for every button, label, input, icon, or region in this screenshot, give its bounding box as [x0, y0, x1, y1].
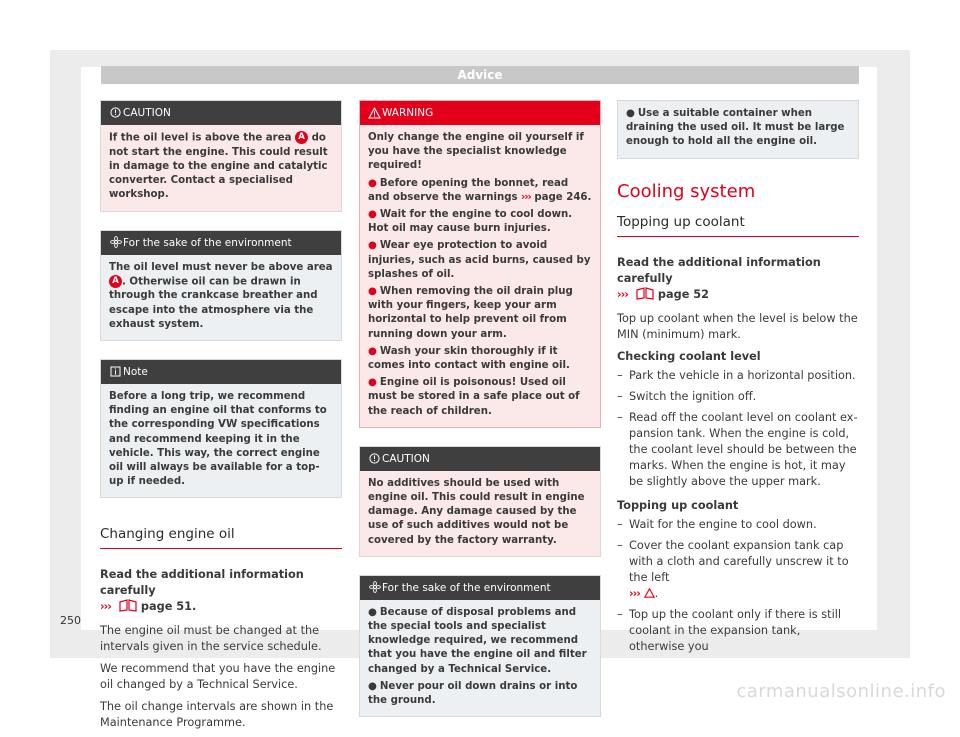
- note-header: [101, 360, 341, 384]
- environment-header: [101, 231, 341, 255]
- step-item: – Read off the coolant level on coolant expansion tank. When the engine is cold, the coolant level should be between the marks. When the engine is hot, it may be slightly above the upper mark.: [617, 410, 859, 490]
- environment-box: [359, 575, 601, 717]
- environment-text-2: . Otherwise oil can be drawn in through the crankcase breather and escape into the atmosphere via the exhaust system.: [109, 276, 318, 330]
- warning-intro: Only change the engine oil yourself if you have the specialist knowledge required!: [368, 132, 584, 172]
- coolant-text: [617, 255, 859, 655]
- caution-text-1: If the oil level is above the area: [109, 132, 292, 144]
- section-title-changing-oil: Changing engine oil: [100, 516, 342, 549]
- step-item: – Switch the ignition off.: [617, 389, 859, 405]
- warning-body: [360, 125, 600, 427]
- read-info-text: Read the additional information carefully: [617, 255, 821, 285]
- page-ref-link[interactable]: page 51: [140, 600, 193, 614]
- warning-bullet: ● Before opening the bonnet, read and observe the warnings ››› page 246.: [368, 177, 592, 203]
- paragraph: The oil change intervals are shown in the Maintenance Programme.: [100, 700, 334, 730]
- warning-bullet: ● Wash your skin thoroughly if it comes into contact with engine oil.: [368, 345, 570, 372]
- marker-a: A: [109, 275, 122, 288]
- warning-bullet: ● Engine oil is poisonous! Used oil must be stored in a safe place out of the reach of children.: [368, 377, 580, 417]
- ref-arrows: ›››: [617, 287, 628, 301]
- ref-arrows: ›››: [100, 600, 111, 614]
- book-icon: [119, 599, 137, 617]
- environment-box: [100, 230, 342, 342]
- caution-box: [359, 446, 601, 557]
- read-info-text: Read the additional information carefully: [100, 568, 304, 598]
- caution-title: CAUTION: [123, 107, 171, 119]
- step-item: – Cover the coolant expansion tank cap with a cloth and carefully unscrew it to the left ››› .: [617, 538, 859, 602]
- note-body: Before a long trip, we recommend finding an engine oil that conforms to the corresponding VW specifications and recommend keeping it in the vehicle. This way, the correct engine oil will always be available for a top-up if needed.: [101, 384, 341, 497]
- read-info-line: [100, 567, 342, 617]
- environment-bullet: ● Never pour oil down drains or into the ground.: [368, 680, 578, 707]
- environment-body: [360, 600, 600, 716]
- environment-text-1: The oil level must never be above area: [109, 261, 333, 273]
- note-title: Note: [123, 366, 148, 379]
- warning-small-icon: [644, 587, 655, 600]
- caution-body: [101, 125, 341, 211]
- warning-bullet: ● Wear eye protection to avoid injuries, such as acid burns, caused by splashes of oil.: [368, 240, 591, 280]
- step-item: – Park the vehicle in a horizontal position.: [617, 368, 859, 384]
- warning-bullet: ● When removing the oil drain plug with your fingers, keep your arm horizontal to help prevent oil from running down your arm.: [368, 286, 573, 340]
- column-3: [617, 100, 859, 660]
- step-item: – Top up the coolant only if there is still coolant in the expansion tank, otherwise you: [617, 607, 859, 655]
- page-number: 250: [60, 614, 81, 627]
- marker-a: A: [295, 131, 308, 144]
- warning-triangle-icon: [368, 106, 381, 119]
- note-box: [100, 359, 342, 498]
- paragraph: Top up coolant when the level is below the MIN (minimum) mark.: [617, 311, 858, 341]
- warning-title: WARNING: [382, 107, 434, 119]
- section-header: Advice: [101, 66, 859, 84]
- info-circle-icon: [368, 452, 381, 465]
- changing-oil-text: [100, 567, 342, 731]
- book-icon: [636, 287, 654, 305]
- info-circle-icon: [109, 106, 122, 119]
- paragraph: The engine oil must be changed at the intervals given in the service schedule.: [100, 624, 322, 654]
- paragraph: We recommend that you have the engine oil changed by a Technical Service.: [100, 662, 336, 692]
- flower-icon: [109, 236, 122, 249]
- flower-icon: [368, 581, 381, 594]
- caution-text-2: do not start the engine. This could result in damage to the engine and catalytic converter. Contact a specialised workshop.: [109, 132, 328, 201]
- subheading-topping: Topping up coolant: [617, 498, 739, 512]
- caution-header: [101, 101, 341, 125]
- environment-title: For the sake of the environment: [382, 581, 551, 594]
- watermark: carmanualsonline.info: [736, 681, 946, 702]
- warning-box: [359, 100, 601, 428]
- environment-header: [360, 576, 600, 600]
- environment-body: [101, 255, 341, 341]
- note-icon: [109, 365, 122, 378]
- page-ref-link[interactable]: page 246: [534, 191, 588, 203]
- ref-period: .: [192, 600, 197, 614]
- caution-title: CAUTION: [382, 452, 430, 465]
- caution-box: [100, 100, 342, 212]
- step-item: – Wait for the engine to cool down.: [617, 517, 859, 533]
- warning-header: [360, 101, 600, 125]
- bullet-box: [617, 100, 859, 159]
- page-ref-link[interactable]: page 52: [657, 287, 710, 301]
- column-1: [100, 100, 342, 737]
- container-bullet: Use a suitable container when draining the used oil. It must be large enough to hold all the engine oil.: [626, 108, 845, 148]
- warning-bullet: ● Wait for the engine to cool down. Hot oil may cause burn injuries.: [368, 209, 573, 235]
- environment-bullet: ● Because of disposal problems and the special tools and specialist knowledge required, we recommend that you have the engine oil and filter changed by a Technical Service.: [368, 606, 587, 675]
- caution-header: [360, 447, 600, 471]
- section-title-topping-up: Topping up coolant: [617, 208, 859, 237]
- column-2: [359, 100, 601, 735]
- bullet-box-body: ● Use a suitable container when draining the used oil. It must be large enough to hold all the engine oil.: [618, 101, 858, 158]
- subheading-checking: Checking coolant level: [617, 349, 761, 363]
- chapter-title: Cooling system: [617, 180, 756, 202]
- environment-title: For the sake of the environment: [123, 236, 292, 249]
- caution-body: No additives should be used with engine oil. This could result in engine damage. Any damage caused by the use of such additives would not be covered by the factory warranty.: [360, 471, 600, 556]
- read-info-line: [617, 255, 859, 305]
